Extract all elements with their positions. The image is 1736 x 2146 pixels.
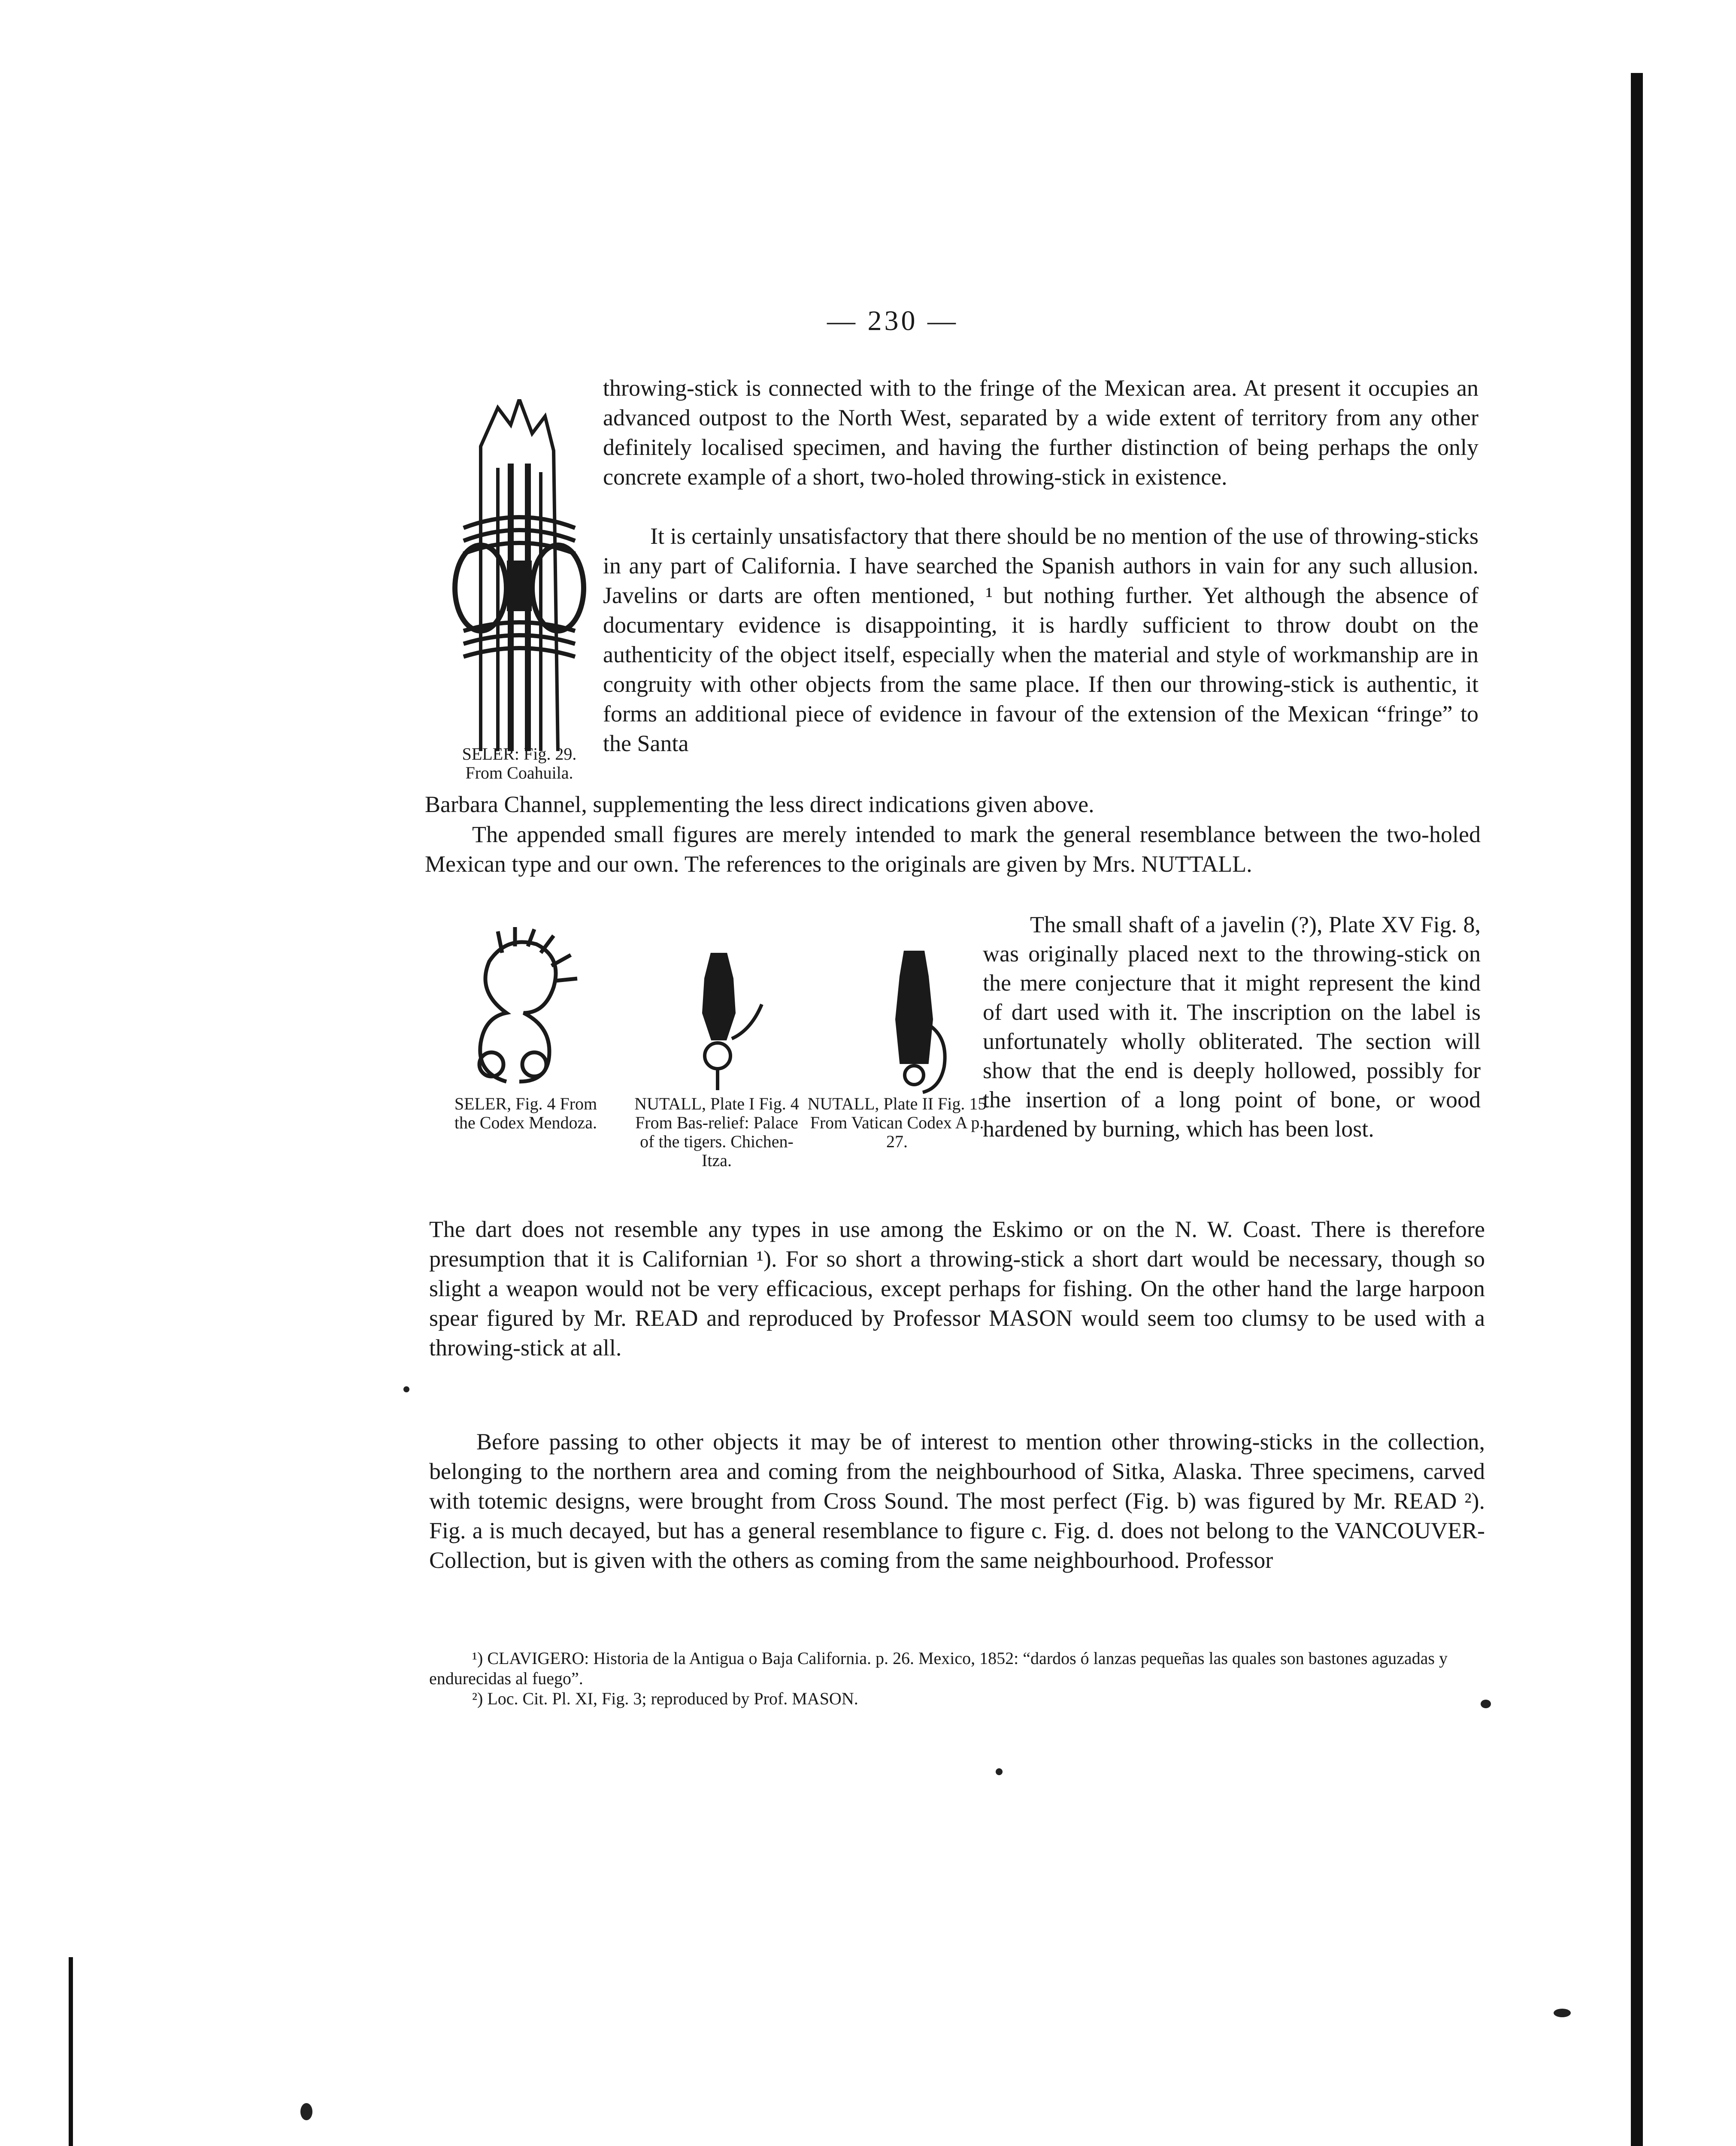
figure-a-caption: SELER, Fig. 4 From the Codex Mendoza. — [454, 1094, 597, 1132]
paragraph-javelin: The small shaft of a javelin (?), Plate XV Fig. 8, was originally placed next to the throwing-stick on the mere conjecture that it might represent the kind of dart used with it. The inscription on the label is unfortunately wholly obliterated. The section will show that the end is deeply hollowed, possibly for the insertion of a long point of bone, or wood hardened by burning, which has been lost. — [983, 912, 1481, 1142]
figure-c-caption: NUTALL, Plate II Fig. 15 From Vatican Codex A p. 27. — [807, 1094, 987, 1151]
paragraph-other-sticks: Before passing to other objects it may be of interest to mention other throwing-sticks in the collection, belonging to the northern area and coming from the neighbourhood of Sitka, Alaska. Three specimens, carved with totemic designs, were brought from Cross Sound. The most perfect (Fig. b) was figured by Mr. READ ²). Fig. a is much decayed, but has a general resemblance to figure c. Fig. d. does not belong to the VANCOUVER-Collection, but is given with the others as coming from the same neighbourhood. Professor — [429, 1429, 1485, 1573]
scan-edge-right — [1631, 73, 1643, 2146]
paragraph-figures: The appended small figures are merely intended to mark the general resemblance between the two-holed Mexican type and our own. The references to the originals are given by Mrs. NUTTALL. — [425, 821, 1481, 877]
throwing-stick-figure — [446, 399, 592, 751]
figure-b-caption: NUTALL, Plate I Fig. 4 From Bas-relief: Palace of the tigers. Chichen-Itza. — [634, 1094, 799, 1170]
chichen-itza-figure — [670, 953, 764, 1094]
speck — [996, 1768, 1003, 1775]
speck — [300, 2103, 312, 2120]
speck — [403, 1386, 409, 1392]
footnote-1: ¹) CLAVIGERO: Historia de la Antigua o Baja California. p. 26. Mexico, 1852: “dardos ó lanzas pequeñas las quales son bastones aguzadas y endurecidas al fuego”. — [429, 1649, 1448, 1688]
figure-29-caption: SELER: Fig. 29. From Coahuila. — [462, 744, 577, 782]
speck — [1481, 1700, 1491, 1708]
footnotes — [429, 1648, 1481, 1709]
footnote-2: ²) Loc. Cit. Pl. XI, Fig. 3; reproduced by Prof. MASON. — [472, 1689, 858, 1708]
page-number: — 230 — — [827, 305, 958, 336]
paragraph-dart: The dart does not resemble any types in use among the Eskimo or on the N. W. Coast. There is therefore presumption that it is Californian ¹). For so short a throwing-stick a short dart would be necessary, though so slight a weapon would not be very efficacious, except perhaps for fishing. On the other hand the large harpoon spear figured by Mr. READ and reproduced by Professor MASON would seem too clumsy to be used with a throwing-stick at all. — [429, 1216, 1485, 1361]
codex-mendoza-figure — [451, 927, 579, 1090]
speck — [1554, 2009, 1571, 2017]
paragraph-california-cont: Barbara Channel, supplementing the less direct indications given above. — [425, 791, 1094, 817]
paragraph-california: It is certainly unsatisfactory that there should be no mention of the use of throwing-sticks in any part of California. I have searched the Spanish authors in vain for any such allusion. Javelins or darts are often mentioned, ¹ but nothing further. Yet although the absence of documentary evidence is disappointing, it is hardly sufficient to throw doubt on the authenticity of the object itself, especially when the material and style of workmanship are in congruity with other objects from the same place. If then our throwing-stick is authentic, it forms an additional piece of evidence in favour of the extension of the Mexican “fringe” to the Santa — [603, 523, 1478, 756]
scan-edge-left — [69, 1957, 73, 2146]
paragraph-intro: throwing-stick is connected with to the fringe of the Mexican area. At present it occupies an advanced outpost to the North West, separated by a wide extent of territory from any other definitely localised specimen, and having the further distinction of being perhaps the only concrete example of a short, two-holed throwing-stick in existence. — [603, 375, 1478, 490]
vatican-codex-figure — [871, 951, 957, 1097]
